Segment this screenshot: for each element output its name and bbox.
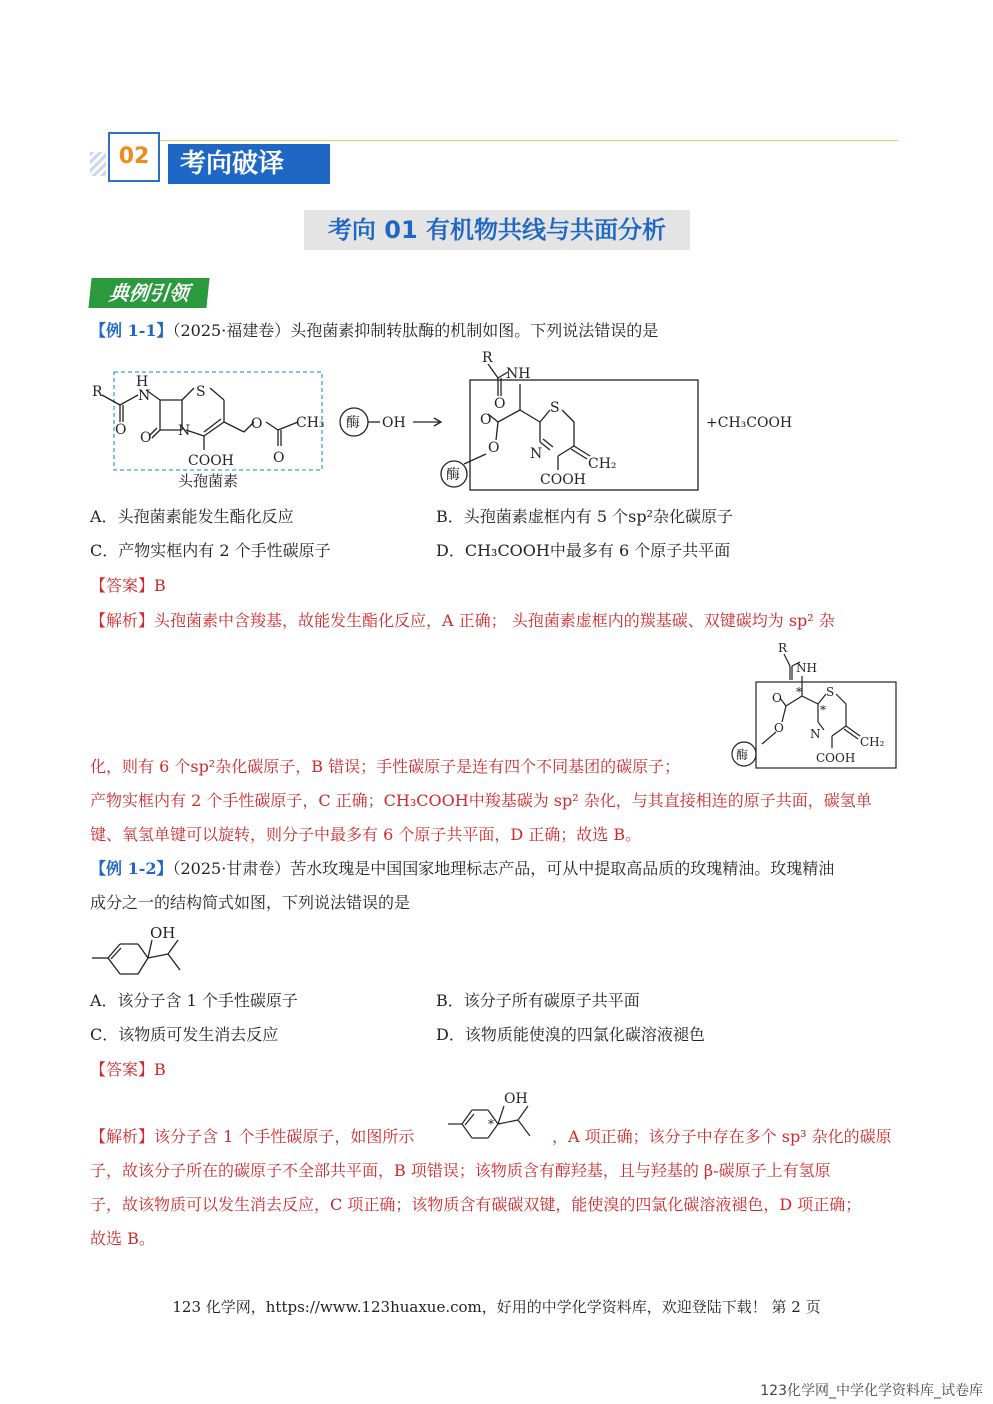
- ex2-analysis-text-3: 子，故该物质可以发生消去反应，C 项正确；该物质含有碳碳双键，能使溴的四氯化碳溶液褪色，D 项正确；: [90, 1195, 862, 1214]
- ex2-source: （2025·甘肃卷）: [172, 859, 291, 878]
- ex1-option-a: A．头孢菌素能发生酯化反应: [90, 507, 294, 526]
- section-number: 02: [108, 132, 160, 182]
- ex1-analysis-O2: O: [774, 721, 784, 735]
- section-top-rule: [108, 140, 898, 141]
- ex2-label: 【例 1-2】: [90, 859, 173, 878]
- ex1-analysis-R: R: [778, 641, 788, 655]
- ex1-product-NH: NH: [506, 366, 531, 382]
- ex1-analysis-label: 【解析】: [90, 611, 155, 630]
- ex2-question-line1: [90, 858, 905, 880]
- ex1-option-d: D．CH₃COOH中最多有 6 个原子共平面: [436, 541, 731, 560]
- ex2-analysis-text-4: 故选 B。: [90, 1229, 155, 1248]
- ex2-analysis-text-2: 子，故该分子所在的碳原子不全部共平面，B 项错误；该物质含有醇羟基，且与羟基的 β-碳原子上有氢原: [90, 1161, 831, 1180]
- ex1-analysis-S: S: [826, 685, 835, 699]
- ex1-analysis-star1: *: [796, 685, 802, 699]
- ex1-product-CH2: CH₂: [588, 456, 617, 472]
- ex1-atom-H: H: [136, 374, 149, 390]
- ex1-atom-R: R: [92, 384, 103, 400]
- watermark: 123化学网_中学化学资料库_试卷库: [760, 1383, 983, 1399]
- page-footer: 123 化学网，https://www.123huaxue.com，好用的中学化学资料库，欢迎登陆下载！ 第 2 页: [172, 1298, 821, 1316]
- ex1-enzyme-oh: OH: [382, 415, 406, 431]
- ex1-atom-N2: N: [178, 423, 191, 439]
- ex2-analysis-line1a: [90, 1126, 414, 1148]
- ex2-option-a: A．该分子含 1 个手性碳原子: [90, 991, 298, 1010]
- ex1-enzyme-reactant: 酶: [346, 415, 360, 431]
- ex1-answer-label: 【答案】: [90, 576, 155, 595]
- ex1-option-b: B．头孢菌素虚框内有 5 个sp²杂化碳原子: [436, 507, 733, 526]
- ex1-analysis-enzyme: 酶: [736, 748, 749, 762]
- section-title: 考向破译: [168, 144, 330, 184]
- ex2-analysis-text-1a: 该分子含 1 个手性碳原子，如图所示: [154, 1127, 415, 1146]
- ex1-atom-O4: O: [273, 450, 285, 466]
- ex1-atom-O1: O: [115, 422, 127, 438]
- ex1-analysis-line1: [90, 610, 905, 632]
- ex1-byproduct: +CH₃COOH: [706, 415, 793, 431]
- ex1-analysis-text-2: 化，则有 6 个sp²杂化碳原子，B 错误；手性碳原子是连有四个不同基团的碳原子；: [90, 757, 681, 776]
- ex1-analysis-text-4: 键、氧氢单键可以旋转，则分子中最多有 6 个原子共平面，D 正确；故选 B。: [90, 825, 642, 844]
- ex1-product-N: N: [530, 446, 543, 462]
- ex2-question-text-1: 苦水玫瑰是中国国家地理标志产品，可从中提取高品质的玫瑰精油。玫瑰精油: [290, 859, 835, 878]
- ex1-analysis-CH2: CH₂: [860, 735, 885, 749]
- section-header: [108, 132, 898, 184]
- ex1-atom-COOH: COOH: [188, 453, 234, 469]
- ex2-structure: [90, 922, 200, 980]
- ex1-analysis-text-3: 产物实框内有 2 个手性碳原子，C 正确；CH₃COOH中羧基碳为 sp² 杂化，与其直接相连的原子共面，碳氢单: [90, 791, 872, 810]
- ex1-atom-N: N: [138, 388, 151, 404]
- ex2-option-c: C．该物质可发生消去反应: [90, 1025, 279, 1044]
- ex1-label: 【例 1-1】: [90, 321, 173, 340]
- ex1-product-R: R: [482, 350, 493, 366]
- ex1-question: [90, 314, 905, 348]
- ex1-source: （2025·福建卷）: [172, 321, 291, 340]
- ex2-analysis-text-1b: ，A 项正确；该分子中存在多个 sp³ 杂化的碳原: [552, 1127, 892, 1146]
- ex1-answer: [90, 575, 166, 597]
- ex1-product-COOH: COOH: [540, 472, 586, 488]
- ex1-atom-O3: O: [251, 416, 263, 432]
- ex1-product-O1: O: [494, 396, 506, 412]
- ex1-atom-O2: O: [140, 430, 152, 446]
- ex1-product-O2: O: [480, 412, 492, 428]
- ex1-atom-CH3: CH₃: [296, 415, 325, 431]
- ex1-option-c: C．产物实框内有 2 个手性碳原子: [90, 541, 331, 560]
- ex1-analysis-star2: *: [820, 703, 826, 717]
- ex2-analysis-label: 【解析】: [90, 1127, 155, 1146]
- ex1-question-text: 头孢菌素抑制转肽酶的机制如图。下列说法错误的是: [290, 321, 659, 340]
- ex2-question-text-2: 成分之一的结构简式如图，下列说法错误的是: [90, 893, 411, 912]
- ex1-analysis-COOH: COOH: [816, 751, 856, 765]
- ex1-mol-caption: 头孢菌素: [178, 472, 239, 490]
- ex2-answer-label: 【答案】: [90, 1060, 155, 1079]
- ex2-option-d: D．该物质能使溴的四氯化碳溶液褪色: [436, 1025, 705, 1044]
- ex2-analysis-star: *: [488, 1117, 494, 1131]
- ex1-analysis-O1: O: [772, 691, 782, 705]
- ex1-analysis-structure: [726, 640, 906, 772]
- section-stripe-decoration: [90, 152, 106, 176]
- ex1-answer-value: B: [154, 576, 166, 595]
- ex1-product-S: S: [550, 400, 560, 416]
- ex2-option-b: B．该分子所有碳原子共平面: [436, 991, 640, 1010]
- ex1-atom-S: S: [196, 384, 206, 400]
- ex1-product-O3: O: [488, 440, 500, 456]
- ex2-analysis-OH: OH: [504, 1091, 528, 1107]
- ex2-atom-OH: OH: [150, 924, 176, 942]
- ex1-enzyme-product: 酶: [446, 467, 460, 483]
- ex1-analysis-N: N: [810, 727, 821, 741]
- topic-title: 考向 01 有机物共线与共面分析: [304, 210, 690, 250]
- ex1-analysis-NH: NH: [796, 661, 817, 675]
- example-badge: 典例引领: [88, 278, 209, 308]
- ex2-answer-value: B: [154, 1060, 166, 1079]
- ex1-analysis-text-1: 头孢菌素中含羧基，故能发生酯化反应，A 正确； 头孢菌素虚框内的羰基碳、双键碳均为 sp² 杂: [154, 611, 835, 630]
- ex2-answer: [90, 1059, 166, 1081]
- ex2-analysis-structure: [446, 1090, 550, 1146]
